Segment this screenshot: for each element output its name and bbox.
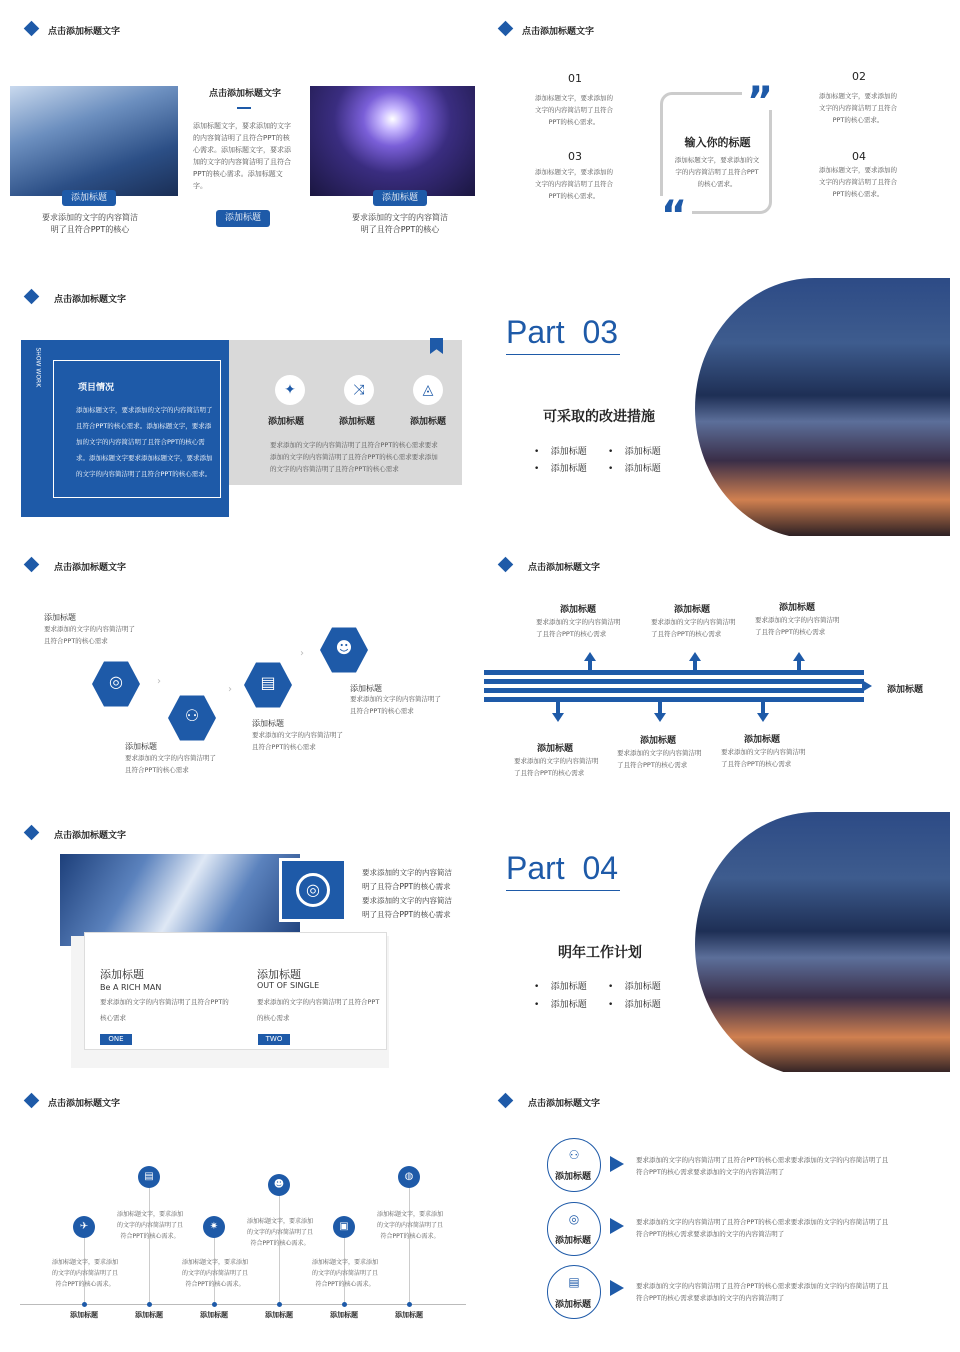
bullet: • 添加标题 (534, 447, 587, 457)
stem (149, 1187, 150, 1305)
team-icon-glyph: ⚇ (184, 706, 200, 725)
title-diamond-icon (24, 289, 40, 305)
card1-tag[interactable]: ONE (100, 1034, 132, 1045)
bullet: • 添加标题 (534, 464, 587, 474)
col-text: 添加标题文字，要求添加的文字的内容简洁明了且符合PPT的核心需求。 (376, 1211, 443, 1240)
text-04: 添加标题文字，要求添加的文字的内容简洁明了且符合PPT的核心需求。 (819, 166, 897, 198)
row-text: 要求添加的文字的内容简洁明了且符合PPT的核心需求要求添加的文字的内容简洁明了且符合PPT的核心需求要求添加的文字的内容简洁明了 (636, 1156, 889, 1176)
shuffle-icon[interactable]: ⤨ (344, 375, 374, 405)
down-arrow (556, 700, 560, 714)
building-photo (10, 86, 178, 196)
top-text: 要求添加的文字的内容简洁明了且符合PPT的核心需求 (755, 616, 840, 636)
slide-title: 点击添加标题文字 (54, 295, 127, 305)
city-night-photo (695, 278, 950, 536)
user-check-icon-glyph: ☻ (335, 638, 353, 657)
row-circle (547, 1202, 601, 1256)
num-01: 01 (568, 72, 582, 85)
city-night-photo (695, 812, 950, 1072)
star-icon[interactable]: ✷ (203, 1216, 225, 1238)
col-text: 添加标题文字，要求添加的文字的内容简洁明了且符合PPT的核心需求。 (116, 1211, 183, 1240)
text-01: 添加标题文字，要求添加的文字的内容简洁明了且符合PPT的核心需求。 (535, 94, 613, 126)
up-arrow (797, 660, 801, 673)
user-icon[interactable]: ☻ (268, 1174, 290, 1196)
card2-sub: OUT OF SINGLE (257, 981, 320, 990)
box-title: 项目情况 (78, 383, 115, 393)
slide-title: 点击添加标题文字 (528, 563, 601, 573)
slide-5 (0, 536, 480, 804)
row-text: 要求添加的文字的内容简洁明了且符合PPT的核心需求要求添加的文字的内容简洁明了且符合PPT的核心需求要求添加的文字的内容简洁明了 (636, 1282, 889, 1302)
row-circle (547, 1265, 601, 1319)
stem (279, 1195, 280, 1305)
left-text: 要求添加的文字的内容简洁明了且符合PPT的核心 (42, 213, 138, 234)
briefcase-icon[interactable]: ▣ (333, 1216, 355, 1238)
play-arrow-icon (610, 1156, 624, 1172)
card1-text: 要求添加的文字的内容简洁明了且符合PPT的核心需求 (100, 998, 229, 1022)
card2-tag[interactable]: TWO (258, 1034, 290, 1045)
slide-6 (480, 536, 960, 804)
slide-title: 点击添加标题文字 (48, 1099, 121, 1109)
part-title: Part 03 (506, 314, 619, 350)
slide-title: 点击添加标题文字 (54, 831, 127, 841)
num-02: 02 (852, 70, 866, 83)
slide-3 (0, 268, 480, 536)
bullet: • 添加标题 (608, 464, 661, 474)
row-label: 添加标题 (555, 1300, 592, 1310)
up-arrow-head-icon (793, 652, 805, 661)
slide-8 (480, 804, 960, 1072)
down-arrow (658, 700, 662, 714)
center-title: 输入你的标题 (684, 136, 751, 149)
top-text: 要求添加的文字的内容简洁明了且符合PPT的核心需求 (536, 618, 621, 638)
bullet: • 添加标题 (534, 1000, 587, 1010)
col-label: 添加标题 (265, 1311, 293, 1319)
down-arrow-head-icon (757, 713, 769, 722)
row-label: 添加标题 (555, 1172, 592, 1182)
bottom-label: 添加标题 (744, 735, 781, 745)
grey-text: 要求添加的文字的内容简洁明了且符合PPT的核心需求要求添加的文字的内容简洁明了且符合PPT的核心需求要求添加的文字的内容简洁明了且符合PPT的核心需求 (270, 441, 438, 473)
col-label: 添加标题 (395, 1311, 423, 1319)
title-diamond-icon (498, 557, 514, 573)
card1-sub: Be A RICH MAN (100, 983, 162, 992)
col-text: 添加标题文字，要求添加的文字的内容简洁明了且符合PPT的核心需求。 (51, 1259, 118, 1288)
globe-icon[interactable]: ◍ (398, 1166, 420, 1188)
title-diamond-icon (498, 21, 514, 37)
document-icon-glyph: ▤ (260, 673, 276, 692)
center-title: 点击添加标题文字 (208, 89, 281, 99)
item-text: 要求添加的文字的内容简洁明了且符合PPT的核心需求 (252, 731, 343, 751)
slide-7 (0, 804, 480, 1072)
quote-close-icon: “ (656, 196, 692, 224)
col-text: 添加标题文字，要求添加的文字的内容简洁明了且符合PPT的核心需求。 (311, 1259, 378, 1288)
slide-4 (480, 268, 960, 536)
stem (409, 1187, 410, 1305)
title-diamond-icon (24, 825, 40, 841)
quote-open-icon: ” (742, 82, 778, 110)
center-text: 添加标题文字，要求添加的文字的内容简洁明了且符合PPT的核心需求。添加标题文字，要求添加的文字的内容简洁明了且符合PPT的核心需求。添加标题文字。 (193, 122, 291, 190)
team-icon: ⚇ (568, 1148, 580, 1162)
icon-label: 添加标题 (410, 417, 447, 427)
chevron-icon: › (228, 684, 232, 695)
slide-title: 点击添加标题文字 (528, 1099, 601, 1109)
dot (82, 1302, 87, 1307)
item-text: 要求添加的文字的内容简洁明了且符合PPT的核心需求 (125, 754, 216, 774)
col-text: 添加标题文字，要求添加的文字的内容简洁明了且符合PPT的核心需求。 (246, 1218, 313, 1247)
slide-title: 点击添加标题文字 (522, 27, 595, 37)
up-arrow (693, 660, 697, 673)
triangle-icon[interactable]: ◬ (413, 375, 443, 405)
down-arrow (761, 700, 765, 714)
bullet: • 添加标题 (608, 447, 661, 457)
col-label: 添加标题 (200, 1311, 228, 1319)
up-arrow-head-icon (584, 652, 596, 661)
part-title: Part 04 (506, 850, 619, 886)
bottom-text: 要求添加的文字的内容简洁明了且符合PPT的核心需求 (617, 749, 702, 769)
title-diamond-icon (24, 21, 40, 37)
bottom-label: 添加标题 (640, 736, 677, 746)
arrow-band (484, 670, 864, 675)
slide-2 (480, 0, 960, 268)
bullet: • 添加标题 (534, 982, 587, 992)
chevron-icon: › (157, 676, 161, 687)
title-diamond-icon (24, 557, 40, 573)
title-diamond-icon (498, 1093, 514, 1109)
title-diamond-icon (24, 1093, 40, 1109)
row-text: 要求添加的文字的内容简洁明了且符合PPT的核心需求要求添加的文字的内容简洁明了且符合PPT的核心需求要求添加的文字的内容简洁明了 (636, 1218, 889, 1238)
item-label: 添加标题 (252, 719, 284, 728)
item-label: 添加标题 (44, 613, 76, 622)
num-03: 03 (568, 150, 582, 163)
arrow-band (484, 679, 864, 684)
item-label: 添加标题 (125, 742, 157, 751)
row-label: 添加标题 (555, 1236, 592, 1246)
document-icon[interactable]: ▤ (138, 1166, 160, 1188)
top-text: 要求添加的文字的内容简洁明了且符合PPT的核心需求 (651, 618, 736, 638)
slide-title: 点击添加标题文字 (54, 563, 127, 573)
card2-title: 添加标题 (257, 968, 301, 981)
arrow-label: 添加标题 (887, 685, 924, 695)
center-text: 添加标题文字，要求添加的文字的内容简洁明了且符合PPT的核心需求。 (674, 156, 760, 188)
target-icon-glyph: ◎ (109, 672, 123, 691)
num-04: 04 (852, 150, 866, 163)
top-label: 添加标题 (779, 603, 816, 613)
dot (277, 1302, 282, 1307)
icon-label: 添加标题 (268, 417, 305, 427)
down-arrow-head-icon (552, 713, 564, 722)
dot (407, 1302, 412, 1307)
light-trails-photo (310, 86, 475, 196)
card1-title: 添加标题 (100, 968, 144, 981)
plane-icon[interactable]: ✈ (73, 1216, 95, 1238)
bottom-text: 要求添加的文字的内容简洁明了且符合PPT的核心需求 (514, 757, 599, 777)
item-text: 要求添加的文字的内容简洁明了且符合PPT的核心需求 (350, 695, 441, 715)
text-03: 添加标题文字，要求添加的文字的内容简洁明了且符合PPT的核心需求。 (535, 168, 613, 200)
slide-title: 点击添加标题文字 (48, 27, 121, 37)
dot (147, 1302, 152, 1307)
play-arrow-icon (610, 1280, 624, 1296)
col-label: 添加标题 (135, 1311, 163, 1319)
right-tag[interactable]: 添加标题 (373, 190, 427, 206)
up-arrow (588, 660, 592, 673)
twitter-icon[interactable]: ✦ (275, 375, 305, 405)
play-arrow-icon (610, 1218, 624, 1234)
card2-text: 要求添加的文字的内容简洁明了且符合PPT的核心需求 (257, 998, 380, 1022)
part-heading: 可采取的改进措施 (543, 409, 655, 425)
down-arrow-head-icon (654, 713, 666, 722)
bullet: • 添加标题 (608, 1000, 661, 1010)
right-text: 要求添加的文字的内容简洁明了且符合PPT的核心 (352, 213, 448, 234)
document-icon: ▤ (568, 1275, 580, 1289)
col-label: 添加标题 (70, 1311, 98, 1319)
part-underline (506, 890, 620, 891)
dot (212, 1302, 217, 1307)
arrow-band (484, 688, 864, 693)
divider (237, 107, 251, 109)
chevron-icon: › (300, 648, 304, 659)
top-label: 添加标题 (674, 605, 711, 615)
col-label: 添加标题 (330, 1311, 358, 1319)
text-02: 添加标题文字，要求添加的文字的内容简洁明了且符合PPT的核心需求。 (819, 92, 897, 124)
bottom-text: 要求添加的文字的内容简洁明了且符合PPT的核心需求 (721, 748, 806, 768)
slide-10 (480, 1072, 960, 1340)
arrow-band (484, 697, 864, 702)
bullet: • 添加标题 (608, 982, 661, 992)
bottom-label: 添加标题 (537, 744, 574, 754)
slide-1 (0, 0, 480, 268)
row-circle (547, 1138, 601, 1192)
target-icon: ◎ (568, 1212, 580, 1226)
icon-label: 添加标题 (339, 417, 376, 427)
right-text: 要求添加的文字的内容简洁明了且符合PPT的核心需求要求添加的文字的内容简洁明了且符合PPT的核心需求 (362, 868, 452, 919)
side-label: SHOW WORK (34, 347, 42, 388)
part-underline (506, 354, 620, 355)
slide-9 (0, 1072, 480, 1340)
up-arrow-head-icon (689, 652, 701, 661)
item-label: 添加标题 (350, 684, 382, 693)
arrow-head-icon (862, 680, 872, 692)
part-heading: 明年工作计划 (558, 945, 642, 961)
top-label: 添加标题 (560, 605, 597, 615)
col-text: 添加标题文字，要求添加的文字的内容简洁明了且符合PPT的核心需求。 (181, 1259, 248, 1288)
dot (342, 1302, 347, 1307)
left-tag[interactable]: 添加标题 (62, 190, 116, 206)
box-text: 添加标题文字，要求添加的文字的内容简洁明了且符合PPT的核心需求。添加标题文字，要求添加的文字的内容简洁明了且符合PPT的核心需求。添加标题文字要求添加标题文字，要求添加的文字的内容简洁明了且符合PPT的核心需求。 (76, 406, 213, 478)
lifebuoy-icon[interactable]: ◎ (296, 873, 330, 907)
item-text: 要求添加的文字的内容简洁明了且符合PPT的核心需求 (44, 625, 135, 645)
center-button[interactable]: 添加标题 (216, 210, 270, 227)
